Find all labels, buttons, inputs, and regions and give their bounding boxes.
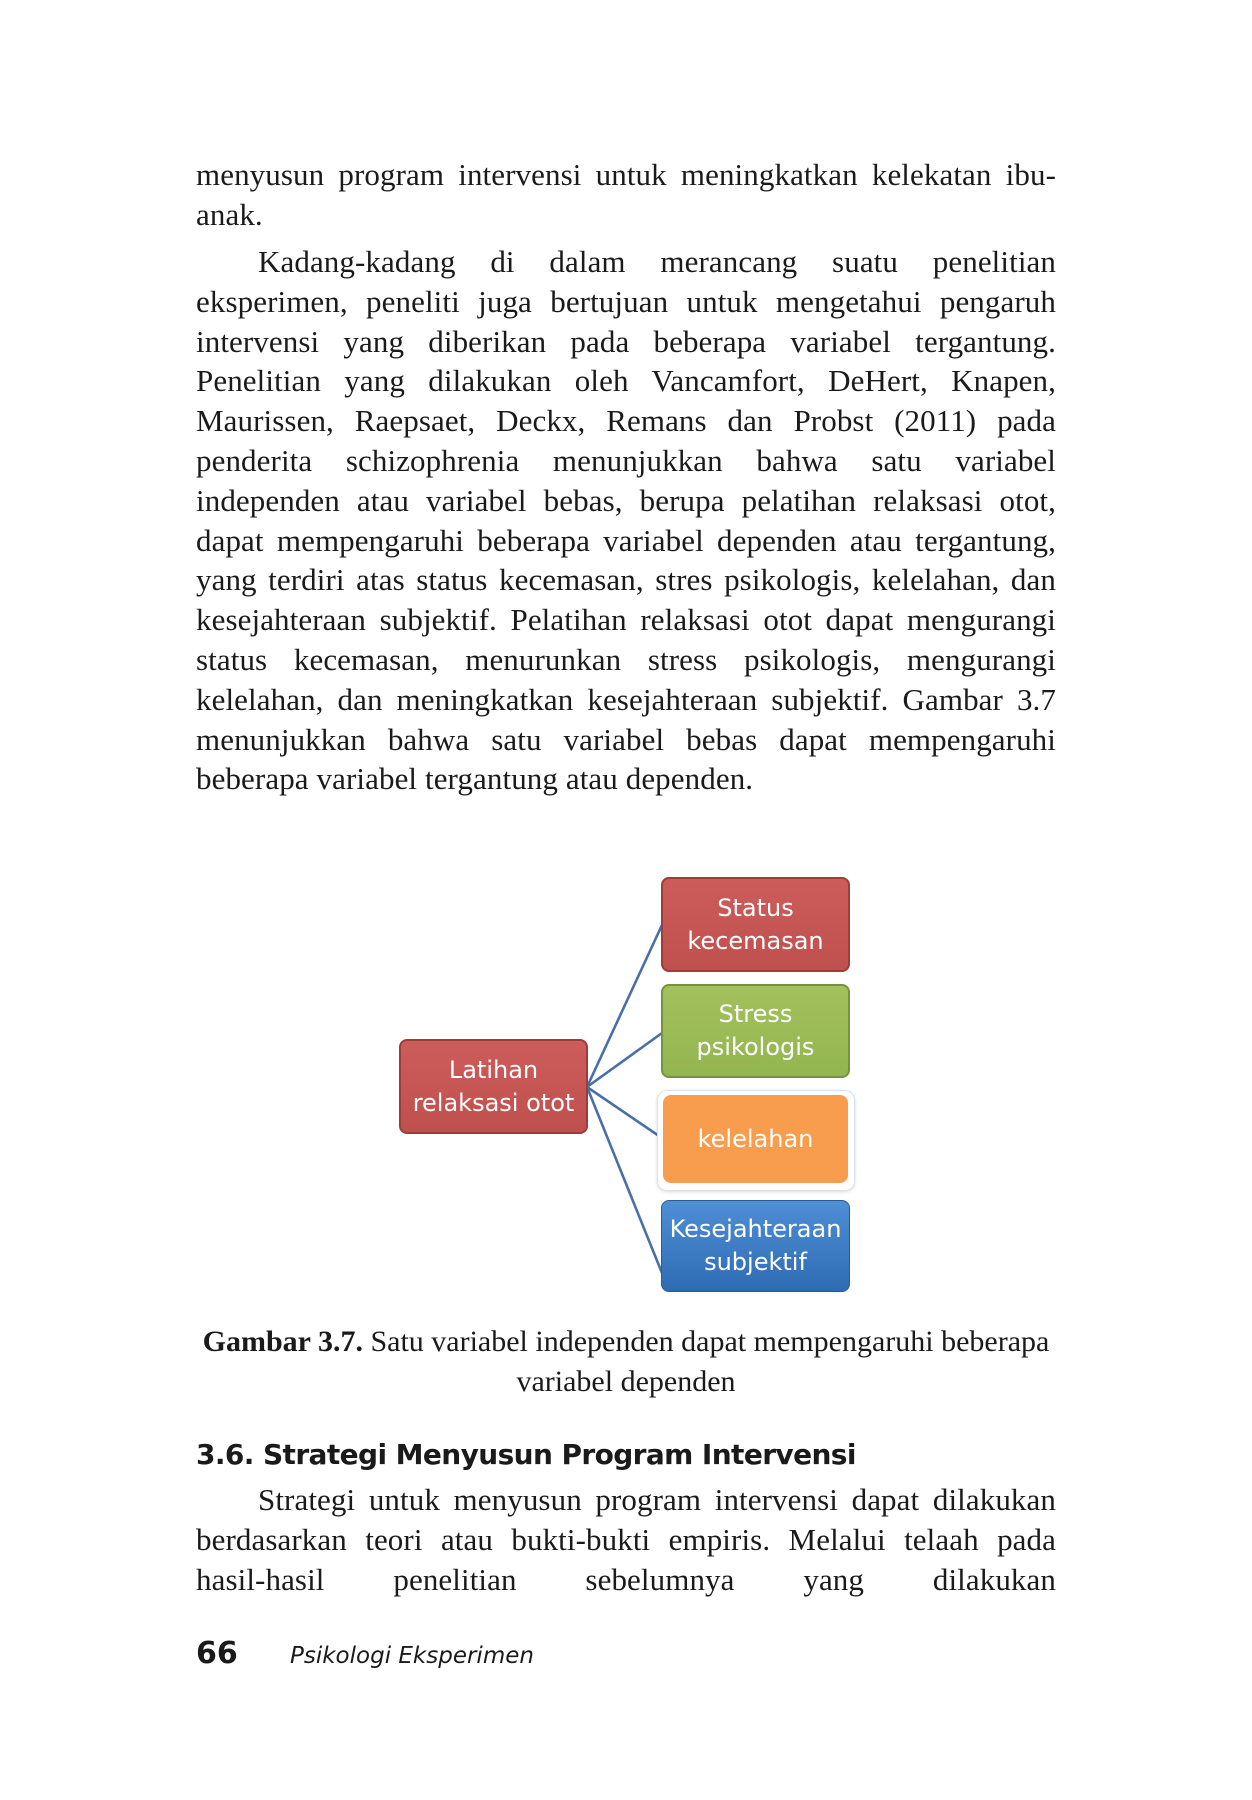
- node-label-line: subjektif: [704, 1248, 807, 1276]
- node-label-line: Stress: [718, 1000, 793, 1028]
- paragraph-text: menyusun program intervensi untuk meningkatkan kelekatan ibu-anak.: [196, 157, 1056, 232]
- node-label-line: Latihan: [448, 1055, 539, 1084]
- node-independent-variable: [399, 1039, 588, 1134]
- node-label-line: Status: [717, 893, 794, 922]
- paragraph-text: Strategi untuk menyusun program intervensi dapat dilakukan berdasarkan teori atau bukti-bukti empiris. Melalui telaah pada hasil-hasil penelitian sebelumnya yang dilakukan: [196, 1482, 1056, 1597]
- caption-label: Gambar 3.7.: [202, 1325, 363, 1358]
- section-heading: 3.6. Strategi Menyusun Program Intervensi: [196, 1438, 856, 1471]
- node-kesejahteraan-subjektif: [661, 1200, 850, 1292]
- running-title: Psikologi Eksperimen: [290, 1643, 534, 1669]
- figure-caption: [196, 1322, 1056, 1402]
- paragraph-continued: [196, 155, 1056, 235]
- node-label-line: kecemasan: [687, 926, 824, 955]
- node-label-line: kelelahan: [697, 1124, 814, 1153]
- node-label-line: relaksasi otot: [412, 1088, 575, 1117]
- paragraph-section: [196, 1480, 1056, 1599]
- paragraph-text: Kadang-kadang di dalam merancang suatu penelitian eksperimen, peneliti juga bertujuan untuk mengetahui pengaruh intervensi yang diberikan pada beberapa variabel tergantung. Penelitian yang dilakukan oleh Vancamfort, DeHert, Knapen, Maurissen, Raepsaet, Deckx, Remans dan Probst (2011) pada penderita schizophrenia menunjukkan bahwa satu variabel independen atau variabel bebas, berupa pelatihan relaksasi otot, dapat mempengaruhi beberapa variabel dependen atau tergantung, yang terdiri atas status kecemasan, stres psikologis, kelelahan, dan kesejahteraan subjektif. Pelatihan relaksasi otot dapat mengurangi status kecemasan, menurunkan stress psikologis, mengurangi kelelahan, dan meningkatkan kesejahteraan subjektif. Gambar 3.7 menunjukkan bahwa satu variabel bebas dapat mempengaruhi beberapa variabel tergantung atau dependen.: [196, 244, 1056, 797]
- node-label-line: psikologis: [696, 1033, 815, 1061]
- paragraph-main: [196, 242, 1056, 799]
- caption-text: Satu variabel independen dapat mempengaruhi beberapa variabel dependen: [362, 1325, 1050, 1398]
- node-kelelahan: [663, 1095, 848, 1183]
- node-status-kecemasan: [661, 877, 850, 972]
- page-footer: [196, 1636, 534, 1671]
- page-number: 66: [196, 1636, 238, 1671]
- node-label-line: Kesejahteraan: [669, 1215, 842, 1243]
- node-stress-psikologis: [661, 984, 850, 1078]
